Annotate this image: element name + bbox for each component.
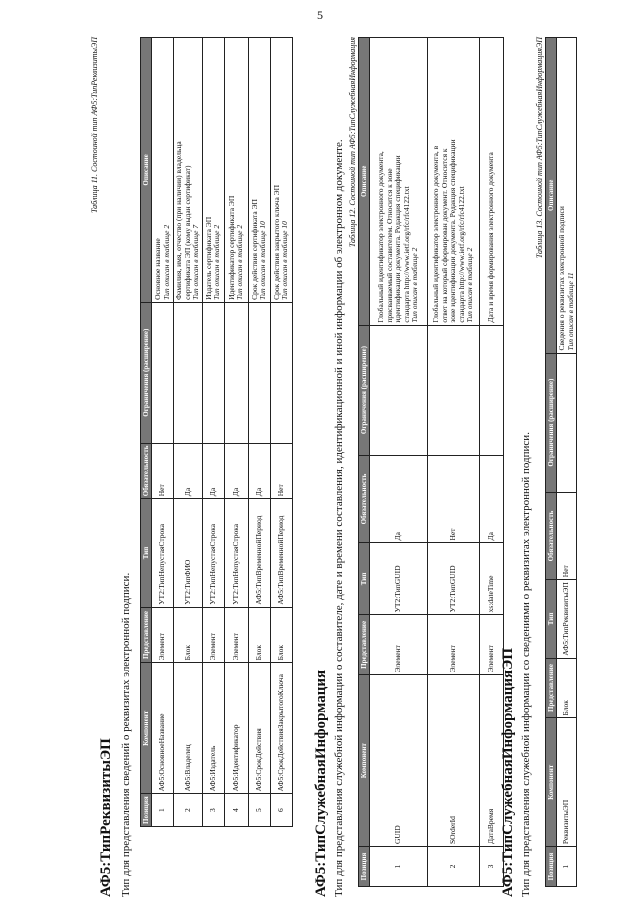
description-line: Идентификатор сертификата ЭП <box>226 195 236 300</box>
type-reference: Тип описан в таблице 2 <box>212 224 222 300</box>
position-cell: 1 <box>557 847 577 887</box>
component-cell: АФ5:Идентификатор <box>224 663 248 794</box>
component-cell: АФ5:СрокДействияЗакрытогоКлюча <box>270 663 292 794</box>
column-header: Обязательность <box>546 492 557 579</box>
description-cell <box>270 38 292 303</box>
type-cell: УТ2:ТипНепустаяСтрока <box>152 499 174 607</box>
component-cell: АФ5:СрокДействия <box>248 663 270 794</box>
column-header: Описание <box>359 38 370 326</box>
required-cell: Да <box>370 455 428 543</box>
position-cell: 4 <box>224 794 248 827</box>
required-cell: Да <box>224 443 248 499</box>
required-cell: Да <box>248 443 270 499</box>
column-header: Описание <box>141 38 152 303</box>
representation-cell: Элемент <box>224 607 248 663</box>
description-line: Глобальный идентификатор электронного документа, в <box>430 145 440 323</box>
column-header: Позиция <box>546 847 557 887</box>
type-reference: Тип описан в таблице 2 <box>410 247 420 323</box>
rotated-page-content <box>80 37 600 897</box>
table-service-information-signature <box>545 37 577 887</box>
description-line: Издатель сертификата ЭП <box>203 216 213 300</box>
restriction-cell <box>202 302 224 443</box>
table-caption: Таблица 12. Состоиной тип АФ5:ТипСлужебнаяИнформация <box>348 37 357 248</box>
table-row <box>248 38 270 827</box>
description-line: стандарта http://www.ietf.org/rfc/rfc4122.txt <box>401 186 411 323</box>
description-line: ответ на который сформирован документ. Относится к <box>439 148 449 323</box>
restriction-cell <box>174 302 203 443</box>
column-header: Обязательность <box>359 455 370 543</box>
column-header: Ограничения (расширение) <box>546 353 557 492</box>
section-title: АФ5:ТипСлужебнаяИнформация <box>313 669 329 897</box>
table-row <box>202 38 224 827</box>
table-row <box>270 38 292 827</box>
column-header: Описание <box>546 38 557 354</box>
type-reference: Тип описан в таблице 11 <box>565 272 575 351</box>
restriction-cell <box>557 353 577 492</box>
description-line: сертификата ЭП (кому выдан сертификат) <box>182 165 192 300</box>
table-service-information <box>358 37 504 887</box>
restriction-cell <box>224 302 248 443</box>
type-reference: Тип описан в таблице 10 <box>258 221 268 300</box>
description-cell <box>152 38 174 303</box>
position-cell: 3 <box>480 847 504 887</box>
column-header: Позиция <box>141 794 152 827</box>
type-reference: Тип описан в таблице 7 <box>191 224 201 300</box>
table-row <box>152 38 174 827</box>
description-line: Основное название <box>152 238 162 300</box>
type-cell: УТ2:ТипНепустаяСтрока <box>202 499 224 607</box>
table-row <box>174 38 203 827</box>
type-cell: АФ5:ТипРеквизитыЭП <box>557 580 577 658</box>
required-cell: Нет <box>270 443 292 499</box>
section-title: АФ5:ТипСлужебнаяИнформацияЭП <box>500 648 516 897</box>
description-cell <box>480 38 504 326</box>
representation-cell: Блок <box>557 658 577 718</box>
required-cell: Да <box>174 443 203 499</box>
position-cell: 2 <box>174 794 203 827</box>
component-cell: АФ5:Издатель <box>202 663 224 794</box>
column-header: Представление <box>359 615 370 675</box>
description-line: зоне идентификации документа. Редакция спецификации <box>448 139 458 323</box>
section-description: Тип для представления служебной информации со сведениями о реквизитах электронной подписи. <box>520 432 532 897</box>
description-line: идентификации документа. Редакция спецификации <box>393 155 403 323</box>
representation-cell: Элемент <box>428 615 480 675</box>
column-header: Компонент <box>141 663 152 794</box>
column-header: Представление <box>141 607 152 663</box>
description-cell <box>370 38 428 326</box>
column-header: Тип <box>359 543 370 615</box>
table-caption: Таблица 13. Состоиной тип АФ5:ТипСлужебнаяИнформацияЭП <box>535 37 544 259</box>
table-caption: Таблица 11. Состоиной тип АФ5:ТипРеквизитыЭП <box>90 37 99 213</box>
component-cell: АФ5:ОсновноеНазвание <box>152 663 174 794</box>
restriction-cell <box>370 325 428 455</box>
description-cell <box>202 38 224 303</box>
section-title: АФ5:ТипРеквизитыЭП <box>98 738 114 897</box>
position-cell: 6 <box>270 794 292 827</box>
description-cell <box>557 38 577 354</box>
required-cell: Да <box>202 443 224 499</box>
type-cell: УТ2:ТипНепустаяСтрока <box>224 499 248 607</box>
description-line: Дата и время формирования электронного документа <box>486 152 496 323</box>
position-cell: 5 <box>248 794 270 827</box>
type-cell: АФ5:ТипВременнойПериод <box>248 499 270 607</box>
description-line: Срок действия сертификата ЭП <box>249 199 259 300</box>
type-reference: Тип описан в таблице 2 <box>465 247 475 323</box>
description-line: Срок действия закрытого ключа ЭП <box>271 184 281 300</box>
component-cell: АФ5:Владелец <box>174 663 203 794</box>
type-reference: Тип описан в таблице 2 <box>235 224 245 300</box>
description-cell <box>428 38 480 326</box>
restriction-cell <box>428 325 480 455</box>
type-cell: xs:dateTime <box>480 543 504 615</box>
position-cell: 1 <box>370 847 428 887</box>
position-cell: 2 <box>428 847 480 887</box>
type-reference: Тип описан в таблице 10 <box>280 221 290 300</box>
representation-cell: Блок <box>174 607 203 663</box>
column-header: Представление <box>546 658 557 718</box>
page-number: 5 <box>317 8 323 22</box>
component-cell: РеквизитыЭП <box>557 718 577 847</box>
representation-cell: Элемент <box>370 615 428 675</box>
component-cell: GUID <box>370 675 428 847</box>
description-cell <box>174 38 203 303</box>
column-header: Ограничения (расширение) <box>141 302 152 443</box>
type-reference: Тип описан в таблице 2 <box>161 224 171 300</box>
column-header: Компонент <box>359 675 370 847</box>
type-cell: АФ5:ТипВременнойПериод <box>270 499 292 607</box>
required-cell: Нет <box>152 443 174 499</box>
description-line: стандарта http://www.ietf.org/rfc/rfc4122.txt <box>456 186 466 323</box>
column-header: Компонент <box>546 718 557 847</box>
component-cell: ДатаВремя <box>480 675 504 847</box>
column-header: Ограничения (расширение) <box>359 325 370 455</box>
table-signature-requisites <box>140 37 293 827</box>
section-description: Тип для представления сведений о реквизитах электронной подписи. <box>120 572 132 897</box>
description-cell <box>248 38 270 303</box>
type-cell: УТ2:ТипGUID <box>370 543 428 615</box>
restriction-cell <box>152 302 174 443</box>
table-row <box>428 38 480 887</box>
required-cell: Да <box>480 455 504 543</box>
restriction-cell <box>248 302 270 443</box>
representation-cell: Блок <box>248 607 270 663</box>
table-row <box>370 38 428 887</box>
position-cell: 3 <box>202 794 224 827</box>
description-line: Глобальный идентификатор электронного документа, <box>375 151 385 323</box>
type-cell: УТ2:ТипФИО <box>174 499 203 607</box>
column-header: Тип <box>141 499 152 607</box>
representation-cell: Блок <box>270 607 292 663</box>
required-cell: Нет <box>428 455 480 543</box>
description-cell <box>224 38 248 303</box>
representation-cell: Элемент <box>152 607 174 663</box>
required-cell: Нет <box>557 492 577 579</box>
section-description: Тип для представления служебной информации о составителе, дате и времени составления, идентификационной и иной информации об электронном документе. <box>333 139 345 897</box>
restriction-cell <box>270 302 292 443</box>
type-cell: УТ2:ТипGUID <box>428 543 480 615</box>
table-row <box>224 38 248 827</box>
component-cell: SOrderId <box>428 675 480 847</box>
column-header: Позиция <box>359 847 370 887</box>
description-line: Сведения о реквизитах электронной подписи <box>557 206 566 351</box>
restriction-cell <box>480 325 504 455</box>
column-header: Обязательность <box>141 443 152 499</box>
description-line: присваиваемый составителем. Относится к зоне <box>384 168 394 323</box>
table-row <box>557 38 577 887</box>
description-line: Фамилия, имя, отчество (при наличии) владельца <box>174 141 183 300</box>
column-header: Тип <box>546 580 557 658</box>
position-cell: 1 <box>152 794 174 827</box>
representation-cell: Элемент <box>480 615 504 675</box>
representation-cell: Элемент <box>202 607 224 663</box>
